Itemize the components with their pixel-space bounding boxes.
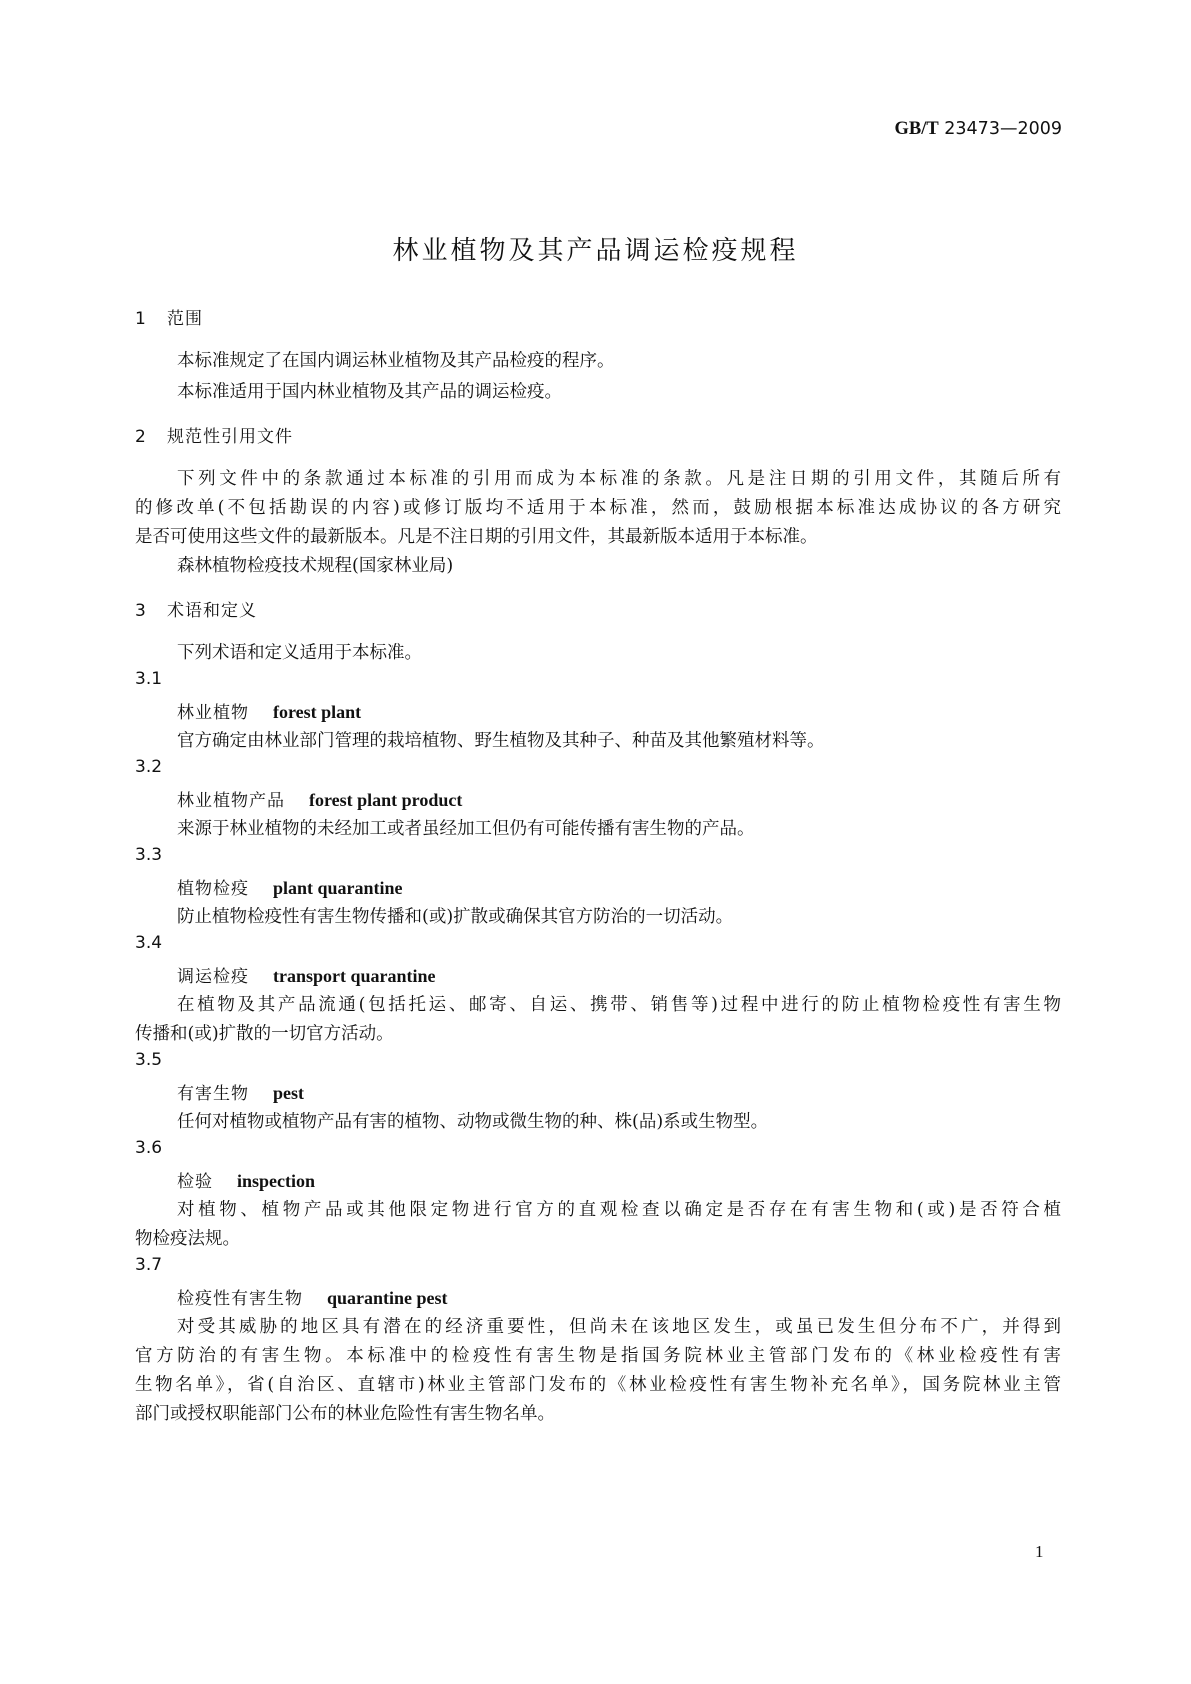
term-heading — [177, 1284, 448, 1309]
term-heading — [177, 786, 462, 811]
clause-number: 3.4 — [135, 933, 163, 953]
term-heading — [177, 874, 403, 899]
section-3-heading — [135, 596, 257, 621]
term-en: inspection — [237, 1171, 316, 1191]
section-1-heading — [135, 304, 203, 329]
section-number: 1 — [135, 309, 147, 329]
paragraph-line: 的修改单(不包括勘误的内容)或修订版均不适用于本标准，然而，鼓励根据本标准达成协议的各方研究 — [135, 498, 1061, 518]
document-code-number: 23473—2009 — [944, 119, 1062, 139]
term-en: quarantine pest — [327, 1288, 448, 1308]
paragraph-line: 下列文件中的条款通过本标准的引用而成为本标准的条款。凡是注日期的引用文件，其随后所有 — [177, 469, 1061, 489]
section-2-heading — [135, 422, 293, 447]
term-heading — [177, 962, 436, 987]
clause-number: 3.5 — [135, 1050, 163, 1070]
term-zh: 调运检疫 — [177, 967, 249, 987]
section-title: 规范性引用文件 — [167, 427, 293, 447]
paragraph: 本标准规定了在国内调运林业植物及其产品检疫的程序。 — [177, 351, 615, 371]
clause-number: 3.7 — [135, 1255, 163, 1275]
term-en: forest plant product — [309, 790, 463, 810]
page-number: 1 — [1035, 1542, 1044, 1561]
definition-line: 官方防治的有害生物。本标准中的检疫性有害生物是指国务院林业主管部门发布的《林业检疫性有害 — [135, 1346, 1061, 1366]
section-number: 3 — [135, 601, 147, 621]
document-code-prefix: GB/T — [894, 119, 939, 139]
term-en: pest — [273, 1083, 304, 1103]
term-heading — [177, 1167, 315, 1192]
term-en: forest plant — [273, 702, 362, 722]
term-zh: 检疫性有害生物 — [177, 1289, 303, 1309]
term-heading — [177, 698, 361, 723]
term-heading — [177, 1079, 304, 1104]
term-zh: 检验 — [177, 1172, 213, 1192]
term-zh: 植物检疫 — [177, 879, 249, 899]
definition: 任何对植物或植物产品有害的植物、动物或微生物的种、株(品)系或生物型。 — [177, 1112, 769, 1132]
definition-line: 在植物及其产品流通(包括托运、邮寄、自运、携带、销售等)过程中进行的防止植物检疫性有害生物 — [177, 995, 1061, 1015]
definition-line: 对植物、植物产品或其他限定物进行官方的直观检查以确定是否存在有害生物和(或)是否符合植 — [177, 1200, 1061, 1220]
section-number: 2 — [135, 427, 147, 447]
clause-number: 3.3 — [135, 845, 163, 865]
term-zh: 林业植物产品 — [177, 791, 285, 811]
paragraph: 本标准适用于国内林业植物及其产品的调运检疫。 — [177, 382, 562, 402]
term-zh: 林业植物 — [177, 703, 249, 723]
definition-line: 传播和(或)扩散的一切官方活动。 — [135, 1024, 394, 1044]
term-en: transport quarantine — [273, 966, 436, 986]
definition: 来源于林业植物的未经加工或者虽经加工但仍有可能传播有害生物的产品。 — [177, 819, 755, 839]
definition-line: 物检疫法规。 — [135, 1229, 240, 1249]
definition: 防止植物检疫性有害生物传播和(或)扩散或确保其官方防治的一切活动。 — [177, 907, 734, 927]
document-title: 林业植物及其产品调运检疫规程 — [392, 236, 799, 266]
section-title: 范围 — [167, 309, 203, 329]
term-en: plant quarantine — [273, 878, 403, 898]
term-zh: 有害生物 — [177, 1084, 249, 1104]
clause-number: 3.6 — [135, 1138, 163, 1158]
definition-line: 对受其威胁的地区具有潜在的经济重要性，但尚未在该地区发生，或虽已发生但分布不广，并得到 — [177, 1317, 1061, 1337]
clause-number: 3.1 — [135, 669, 163, 689]
paragraph-line: 是否可使用这些文件的最新版本。凡是不注日期的引用文件，其最新版本适用于本标准。 — [135, 527, 818, 547]
definition-line: 部门或授权职能部门公布的林业危险性有害生物名单。 — [135, 1404, 555, 1424]
paragraph: 下列术语和定义适用于本标准。 — [177, 643, 422, 663]
clause-number: 3.2 — [135, 757, 163, 777]
section-title: 术语和定义 — [167, 601, 257, 621]
reference-item: 森林植物检疫技术规程(国家林业局) — [177, 556, 454, 576]
definition: 官方确定由林业部门管理的栽培植物、野生植物及其种子、种苗及其他繁殖材料等。 — [177, 731, 825, 751]
definition-line: 生物名单》，省(自治区、直辖市)林业主管部门发布的《林业检疫性有害生物补充名单》，国务院林业主管 — [135, 1375, 1061, 1395]
